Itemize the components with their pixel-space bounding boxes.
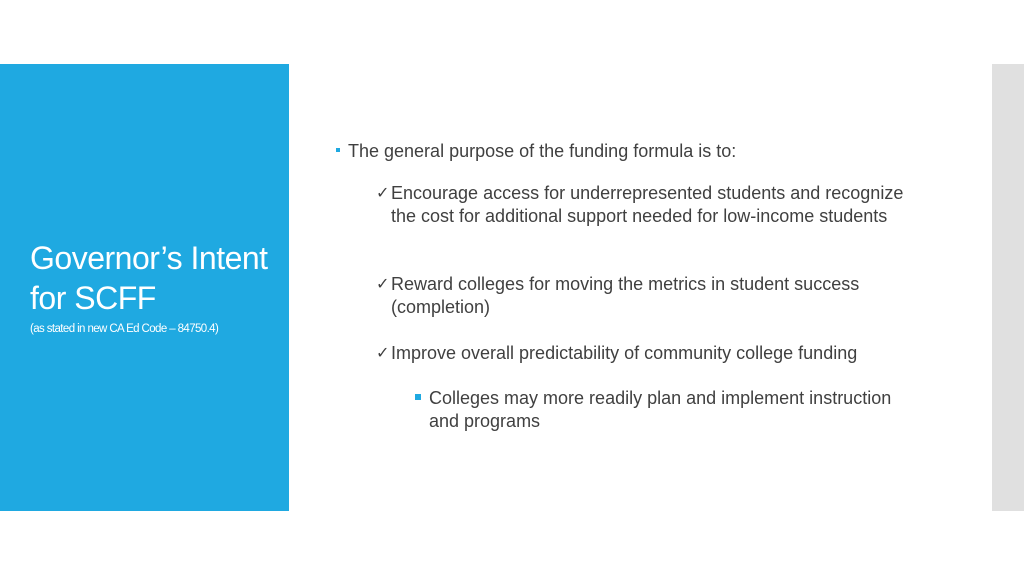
slide-title: Governor’s Intent for SCFF [30, 240, 268, 316]
point-access: Encourage access for underrepresented students and recognize the cost for additional support needed for low-income students [391, 183, 904, 226]
intro-bullet: The general purpose of the funding formula is to: [348, 141, 737, 161]
subpoint-planning: Colleges may more readily plan and implement instruction and programs [429, 388, 892, 431]
checkmark-icon: ✓ [376, 185, 390, 202]
point-reward: Reward colleges for moving the metrics in student success (completion) [391, 274, 860, 317]
checkmark-icon: ✓ [376, 345, 390, 362]
checkmark-icon: ✓ [376, 276, 390, 293]
slide-subtitle: (as stated in new CA Ed Code – 84750.4) [30, 323, 219, 335]
bullet-square-icon [336, 148, 340, 152]
point-predictability: Improve overall predictability of community college funding [391, 343, 858, 363]
bullet-square-icon [415, 394, 421, 400]
